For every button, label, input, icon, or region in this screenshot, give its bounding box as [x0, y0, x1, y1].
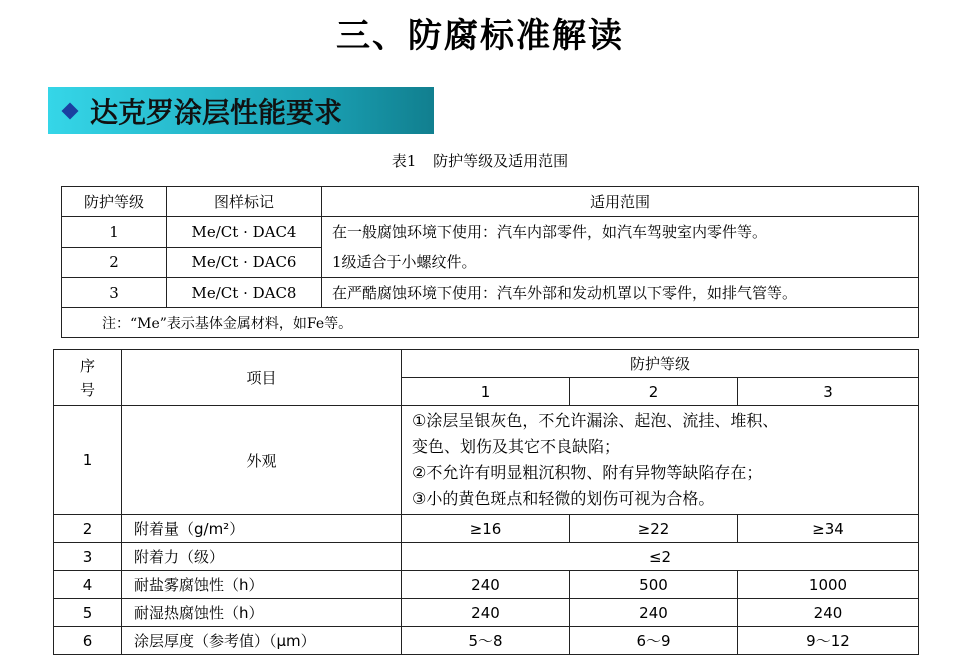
level-cell: 3 [62, 278, 167, 308]
row-no-cell: 1 [54, 406, 122, 515]
table-row [54, 543, 919, 571]
table-row [62, 217, 919, 248]
page-title: 三、防腐标准解读 [336, 16, 624, 56]
table1-caption [0, 150, 960, 171]
table-header-row [62, 187, 919, 217]
value-cell: 9～12 [738, 627, 919, 655]
range-cell [322, 217, 919, 278]
row-no-cell: 2 [54, 515, 122, 543]
section-banner [48, 87, 434, 134]
row-no-cell: 6 [54, 627, 122, 655]
requirement-line: ①涂层呈银灰色，不允许漏涂、起泡、流挂、堆积、 [412, 411, 779, 430]
table-header-row [54, 350, 919, 378]
requirement-line: ③小的黄色斑点和轻微的划伤可视为合格。 [412, 489, 715, 508]
diamond-bullet-icon [62, 102, 79, 119]
mark-cell: Me/Ct · DAC4 [167, 217, 322, 248]
table-row [54, 515, 919, 543]
mark-cell: Me/Ct · DAC8 [167, 278, 322, 308]
row-item-cell: 涂层厚度（参考值）（μm） [122, 627, 402, 655]
requirement-line: ②不允许有明显粗沉积物、附有异物等缺陷存在； [412, 463, 763, 482]
header-no-cell [54, 350, 122, 406]
value-cell: 240 [570, 599, 738, 627]
row-item-cell: 外观 [122, 406, 402, 515]
table1-caption-text: 防护等级及适用范围 [433, 152, 569, 170]
level-cell: 2 [62, 247, 167, 278]
header-no-line: 序 [79, 356, 95, 375]
table-note-row [62, 308, 919, 338]
value-cell: 6～9 [570, 627, 738, 655]
value-cell: ≥16 [402, 515, 570, 543]
level-cell: 1 [62, 217, 167, 248]
value-cell: 1000 [738, 571, 919, 599]
value-cell: 500 [570, 571, 738, 599]
table-note: 注：“Me”表示基体金属材料，如Fe等。 [62, 308, 919, 338]
level-header-cell: 3 [738, 378, 919, 406]
header-level-cell: 防护等级 [402, 350, 919, 378]
table1-caption-number: 表1 [391, 152, 417, 170]
row-no-cell: 3 [54, 543, 122, 571]
mark-cell: Me/Ct · DAC6 [167, 247, 322, 278]
row-item-cell: 耐湿热腐蚀性（h） [122, 599, 402, 627]
level-header-cell: 2 [570, 378, 738, 406]
section-heading: 达克罗涂层性能要求 [90, 95, 343, 129]
row-item-cell: 附着力（级） [122, 543, 402, 571]
table-row [54, 571, 919, 599]
level-header-cell: 1 [402, 378, 570, 406]
value-cell: 240 [402, 571, 570, 599]
value-cell: ≥22 [570, 515, 738, 543]
row-no-cell: 5 [54, 599, 122, 627]
header-cell: 防护等级 [62, 187, 167, 217]
table-row [54, 599, 919, 627]
range-cell: 在严酷腐蚀环境下使用：汽车外部和发动机罩以下零件，如排气管等。 [322, 278, 919, 308]
appearance-requirements-cell [402, 406, 919, 515]
header-cell: 适用范围 [322, 187, 919, 217]
row-item-cell: 耐盐雾腐蚀性（h） [122, 571, 402, 599]
header-no-line: 号 [79, 380, 95, 399]
table-row [62, 278, 919, 308]
range-line: 1级适合于小螺纹件。 [332, 253, 477, 271]
requirement-line: 变色、划伤及其它不良缺陷； [412, 437, 621, 456]
row-no-cell: 4 [54, 571, 122, 599]
value-cell: 240 [738, 599, 919, 627]
value-cell: ≤2 [402, 543, 919, 571]
protection-level-table [61, 186, 919, 338]
value-cell: ≥34 [738, 515, 919, 543]
row-item-cell: 附着量（g/m²） [122, 515, 402, 543]
table-row [54, 627, 919, 655]
header-cell: 图样标记 [167, 187, 322, 217]
value-cell: 5～8 [402, 627, 570, 655]
header-item-cell: 项目 [122, 350, 402, 406]
table-row [54, 406, 919, 515]
value-cell: 240 [402, 599, 570, 627]
range-line: 在一般腐蚀环境下使用：汽车内部零件，如汽车驾驶室内零件等。 [332, 223, 768, 241]
performance-requirements-table [53, 349, 919, 655]
